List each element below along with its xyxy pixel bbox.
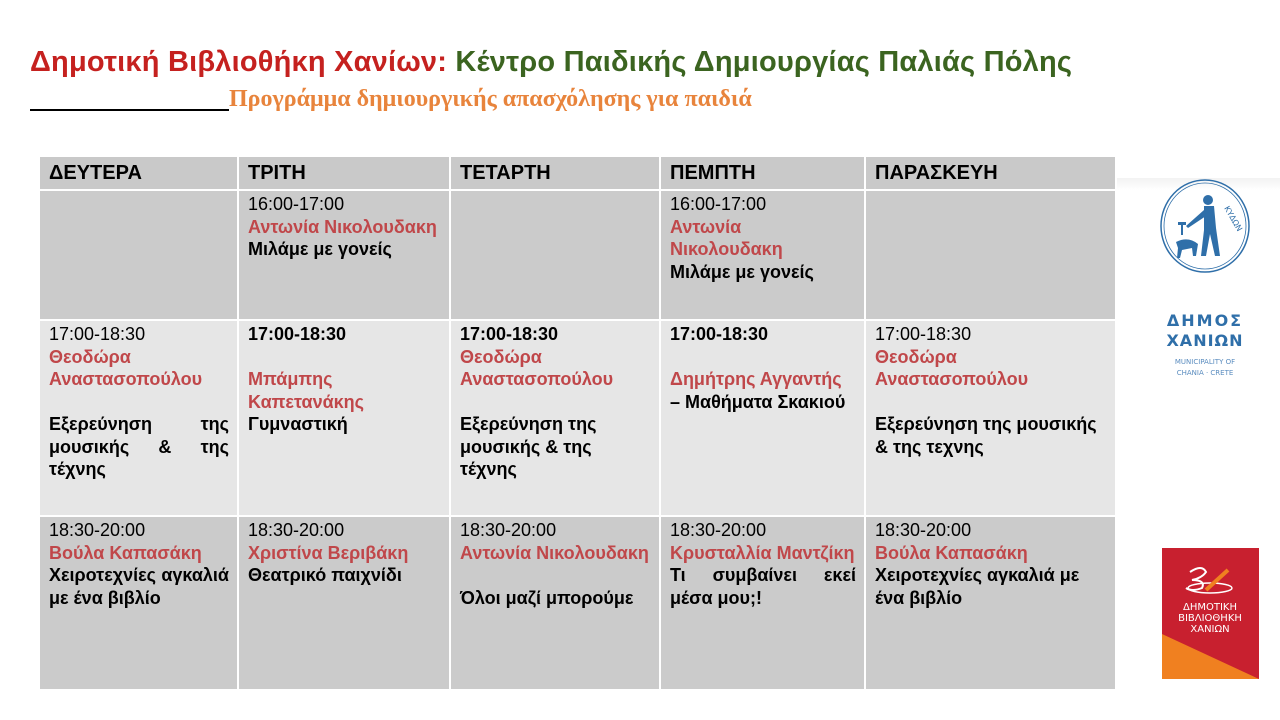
- schedule-cell: [660, 516, 865, 690]
- activity-title: Χειροτεχνίες αγκαλιά με ένα βιβλίο: [49, 565, 229, 608]
- schedule-table: [38, 155, 1117, 691]
- day-header: ΠΕΜΠΤΗ: [660, 156, 865, 190]
- time-slot: 18:30-20:00: [248, 520, 345, 540]
- schedule-cell: [865, 516, 1116, 690]
- table-row: [39, 190, 1116, 320]
- activity-title: Θεατρικό παιχνίδι: [248, 565, 402, 585]
- instructor-name: Αντωνία Νικολουδακη: [460, 542, 649, 563]
- activity-title: Εξερεύνηση της μουσικής & της τέχνης: [49, 414, 229, 479]
- activity-title: Όλοι μαζί μπορούμε: [460, 587, 634, 608]
- instructor-name: Θεοδώρα Αναστασοπούλου: [460, 346, 614, 389]
- divider-line: [30, 109, 229, 111]
- seal-icon: [1161, 180, 1249, 272]
- schedule-cell: [660, 320, 865, 516]
- spacer: [670, 346, 856, 369]
- schedule-cell: [39, 190, 238, 320]
- spacer: [460, 564, 651, 587]
- time-slot: 17:00-18:30: [460, 324, 559, 344]
- schedule-cell: [450, 320, 660, 516]
- time-slot: 18:30-20:00: [670, 520, 767, 540]
- time-slot: 17:00-18:30: [875, 324, 972, 344]
- schedule-cell: [238, 190, 450, 320]
- schedule-cell: [238, 516, 450, 690]
- activity-title: Εξερεύνηση της μουσικής & της τέχνης: [460, 414, 597, 479]
- time-slot: 16:00-17:00: [670, 194, 767, 214]
- schedule-cell: [450, 190, 660, 320]
- municipality-chania-logo: [1158, 178, 1252, 388]
- library-logo: [1162, 548, 1259, 679]
- instructor-name: Αντωνία Νικολουδακη: [670, 216, 783, 259]
- schedule-cell: [39, 320, 238, 516]
- schedule-cell: [450, 516, 660, 690]
- svg-text:ΚΥΔΩΝ: ΚΥΔΩΝ: [1222, 204, 1244, 233]
- activity-title: Χειροτεχνίες αγκαλιά με ένα βιβλίο: [875, 565, 1080, 608]
- day-header: ΤΡΙΤΗ: [238, 156, 450, 190]
- day-header: ΠΑΡΑΣΚΕΥΗ: [865, 156, 1116, 190]
- municipality-sub-1: MUNICIPALITY OF: [1174, 358, 1236, 366]
- schedule-cell: [39, 516, 238, 690]
- activity-title: – Μαθήματα Σκακιού: [670, 391, 846, 412]
- municipality-sub-2: CHANIA · CRETE: [1176, 369, 1234, 377]
- instructor-name: Μπάμπης Καπετανάκης: [248, 369, 365, 412]
- instructor-name: Δημήτρης Αγγαντής: [670, 369, 842, 389]
- page-title: [30, 46, 1072, 79]
- schedule-cell: [238, 320, 450, 516]
- instructor-name: Θεοδώρα Αναστασοπούλου: [49, 346, 203, 389]
- instructor-name: Βούλα Καπασάκη: [49, 542, 202, 563]
- table-row: [39, 516, 1116, 690]
- activity-title: Γυμναστική: [248, 414, 348, 434]
- time-slot: 17:00-18:30: [49, 324, 146, 344]
- time-slot: 18:30-20:00: [49, 520, 146, 540]
- day-header: ΤΕΤΑΡΤΗ: [450, 156, 660, 190]
- page-subtitle: Προγράμμα δημιουργικής απασχόλησης για παιδιά: [229, 86, 752, 112]
- schedule-cell: [865, 190, 1116, 320]
- activity-title: Εξερεύνηση της μουσικής & της τεχνης: [875, 414, 1097, 457]
- spacer: [248, 346, 441, 369]
- day-header: ΔΕΥΤΕΡΑ: [39, 156, 238, 190]
- time-slot: 17:00-18:30: [248, 324, 347, 344]
- activity-title: Μιλάμε με γονείς: [248, 239, 392, 259]
- svg-text:ΧΑΝΙΩΝ: ΧΑΝΙΩΝ: [1190, 624, 1230, 635]
- activity-title: Μιλάμε με γονείς: [670, 261, 814, 282]
- instructor-name: Χριστίνα Βεριβάκη: [248, 542, 409, 563]
- spacer: [49, 391, 229, 414]
- time-slot: 18:30-20:00: [460, 520, 557, 540]
- table-row: [39, 320, 1116, 516]
- title-library: Δημοτική Βιβλιοθήκη Χανίων:: [30, 46, 448, 78]
- schedule-cell: [660, 190, 865, 320]
- instructor-name: Θεοδώρα Αναστασοπούλου: [875, 346, 1029, 389]
- schedule-cell: [865, 320, 1116, 516]
- spacer: [875, 391, 1107, 414]
- time-slot: 18:30-20:00: [875, 520, 972, 540]
- instructor-name: Βούλα Καπασάκη: [875, 542, 1028, 563]
- municipality-name-2: ΧΑΝΙΩΝ: [1166, 331, 1244, 350]
- svg-text:ΔΗΜΟΤΙΚΗ: ΔΗΜΟΤΙΚΗ: [1183, 602, 1237, 613]
- time-slot: 16:00-17:00: [248, 194, 345, 214]
- spacer: [460, 391, 651, 414]
- title-center: Κέντρο Παιδικής Δημιουργίας Παλιάς Πόλης: [447, 46, 1073, 78]
- activity-title: Τι συμβαίνει εκεί μέσα μου;!: [670, 565, 856, 608]
- table-header-row: [39, 156, 1116, 190]
- instructor-name: Κρυσταλλία Μαντζίκη: [670, 542, 855, 563]
- instructor-name: Αντωνία Νικολουδακη: [248, 216, 437, 237]
- svg-text:ΒΙΒΛΙΟΘΗΚΗ: ΒΙΒΛΙΟΘΗΚΗ: [1178, 613, 1242, 624]
- time-slot: 17:00-18:30: [670, 324, 769, 344]
- municipality-name-1: ΔΗΜΟΣ: [1166, 311, 1244, 330]
